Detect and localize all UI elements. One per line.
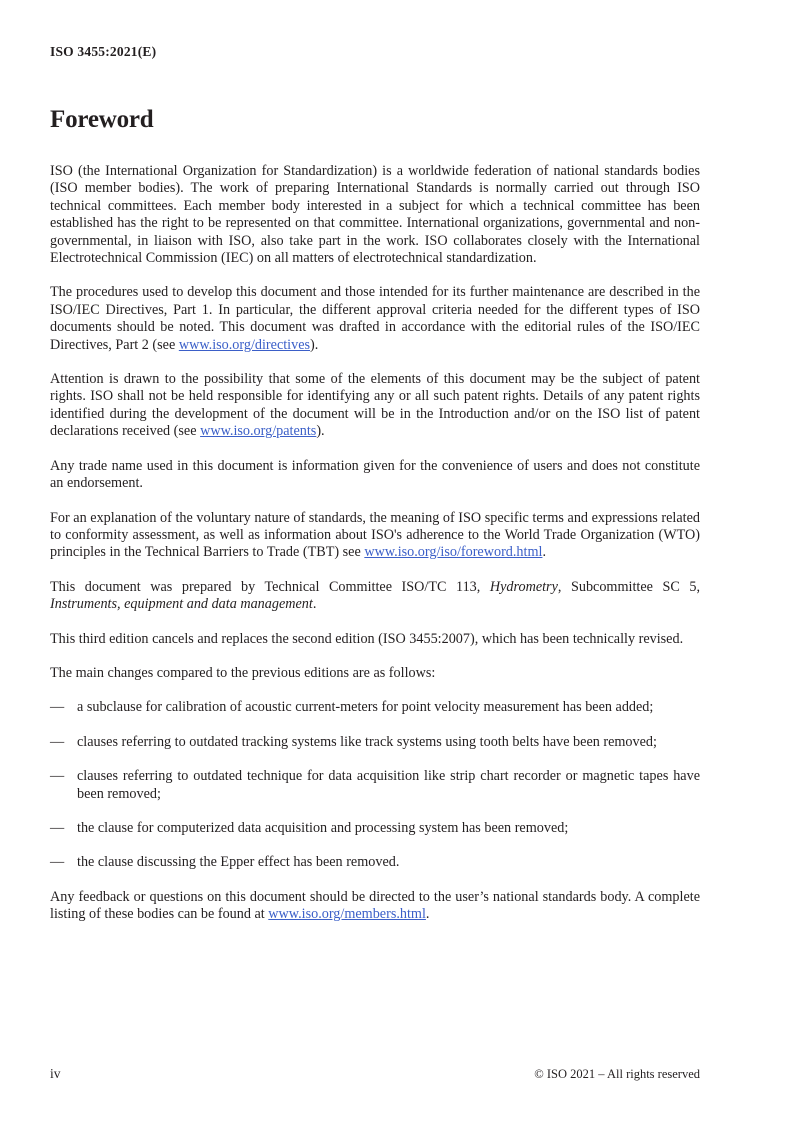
link-iso-directives[interactable]: www.iso.org/directives xyxy=(178,336,311,353)
list-item-label: the clause for computerized data acquisition and processing system has been removed; xyxy=(77,819,569,836)
em-dash-bullet-icon: — xyxy=(50,733,65,750)
paragraph-procedures-text-before: The procedures used to develop this document and those intended for its further maintenance are described in the ISO/IEC Directives, Part 1. In particular, the different approval criteria needed for the different types of ISO documents should be noted. This document was drafted in accordance with the editorial rules of the ISO/IEC Directives, Part 2 (see xyxy=(50,284,700,353)
paragraph-committee-text-after: . xyxy=(312,596,317,613)
copyright-notice: © ISO 2021 – All rights reserved xyxy=(534,1067,700,1081)
paragraph-committee xyxy=(50,562,700,614)
paragraph-feedback-text-before: Any feedback or questions on this document should be directed to the user’s national standards body. A complete listing of these bodies can be found at xyxy=(50,888,700,923)
paragraph-patent-rights-text-before: Attention is drawn to the possibility that some of the elements of this document may be the subject of patent rights. ISO shall not be held responsible for identifying any or all such patent rights. Details of any patent rights identified during the development of the document will be in the Introduction and/or on the ISO list of patent declarations received (see xyxy=(50,371,700,440)
paragraph-main-changes-intro: The main changes compared to the previous editions are as follows: xyxy=(50,664,436,681)
link-iso-foreword[interactable]: www.iso.org/iso/foreword.html xyxy=(364,544,543,561)
link-iso-members[interactable]: www.iso.org/members.html xyxy=(268,906,426,923)
document-standard-reference: ISO 3455:2021(E) xyxy=(50,44,157,59)
page-content xyxy=(50,0,700,924)
subcommittee-title-instruments: Instruments, equipment and data management xyxy=(50,596,313,613)
paragraph-voluntary-nature xyxy=(50,493,700,562)
paragraph-voluntary-nature-text-before: For an explanation of the voluntary nature of standards, the meaning of ISO specific terms and expressions related to conformity assessment, as well as information about ISO's adherence to the World Trade Organization (WTO) principles in the Technical Barriers to Trade (TBT) see xyxy=(50,509,700,561)
em-dash-bullet-icon: — xyxy=(50,819,65,836)
page-title: Foreword xyxy=(50,106,154,133)
link-iso-patents[interactable]: www.iso.org/patents xyxy=(200,423,317,440)
committee-title-hydrometry: Hydrometry xyxy=(489,578,558,595)
paragraph-procedures xyxy=(50,267,700,354)
list-item-label: clauses referring to outdated technique for data acquisition like strip chart recorder or magnetic tapes have been removed; xyxy=(77,768,700,802)
list-item xyxy=(50,682,700,716)
em-dash-bullet-icon: — xyxy=(50,699,65,716)
paragraph-committee-text-before: This document was prepared by Technical Committee ISO/TC 113, xyxy=(50,578,490,595)
em-dash-bullet-icon: — xyxy=(50,768,65,785)
list-item xyxy=(50,717,700,751)
paragraph-voluntary-nature-text-after: . xyxy=(542,544,546,561)
paragraph-feedback xyxy=(50,872,700,924)
list-item-label: clauses referring to outdated tracking systems like track systems using tooth belts have been removed; xyxy=(77,733,657,750)
changes-list xyxy=(50,682,700,871)
paragraph-edition-notice: This third edition cancels and replaces the second edition (ISO 3455:2007), which has been technically revised. xyxy=(50,630,684,647)
paragraph-iso-description: ISO (the International Organization for Standardization) is a worldwide federation of national standards bodies (ISO member bodies). The work of preparing International Standards is normally carried out through ISO technical committees. Each member body interested in a subject for which a technical committee has been established has the right to be represented on that committee. International organizations, governmental and non-governmental, in liaison with ISO, also take part in the work. ISO collaborates closely with the International Electrotechnical Commission (IEC) on all matters of electrotechnical standardization. xyxy=(50,163,700,267)
paragraph-patent-rights-text-after: ). xyxy=(316,423,325,440)
paragraph-procedures-text-after: ). xyxy=(310,336,319,353)
list-item xyxy=(50,837,700,871)
page-footer xyxy=(50,1066,700,1082)
paragraph-patent-rights xyxy=(50,354,700,441)
em-dash-bullet-icon: — xyxy=(50,854,65,871)
list-item-label: a subclause for calibration of acoustic current-meters for point velocity measurement has been added; xyxy=(77,699,654,716)
list-item xyxy=(50,751,700,803)
list-item-label: the clause discussing the Epper effect has been removed. xyxy=(77,854,400,871)
paragraph-trade-name: Any trade name used in this document is information given for the convenience of users and does not constitute an endorsement. xyxy=(50,457,700,492)
page-number: iv xyxy=(50,1066,61,1081)
paragraph-committee-text-middle: , Subcommittee SC 5, xyxy=(557,578,700,595)
list-item xyxy=(50,803,700,837)
paragraph-feedback-text-after: . xyxy=(425,906,430,923)
